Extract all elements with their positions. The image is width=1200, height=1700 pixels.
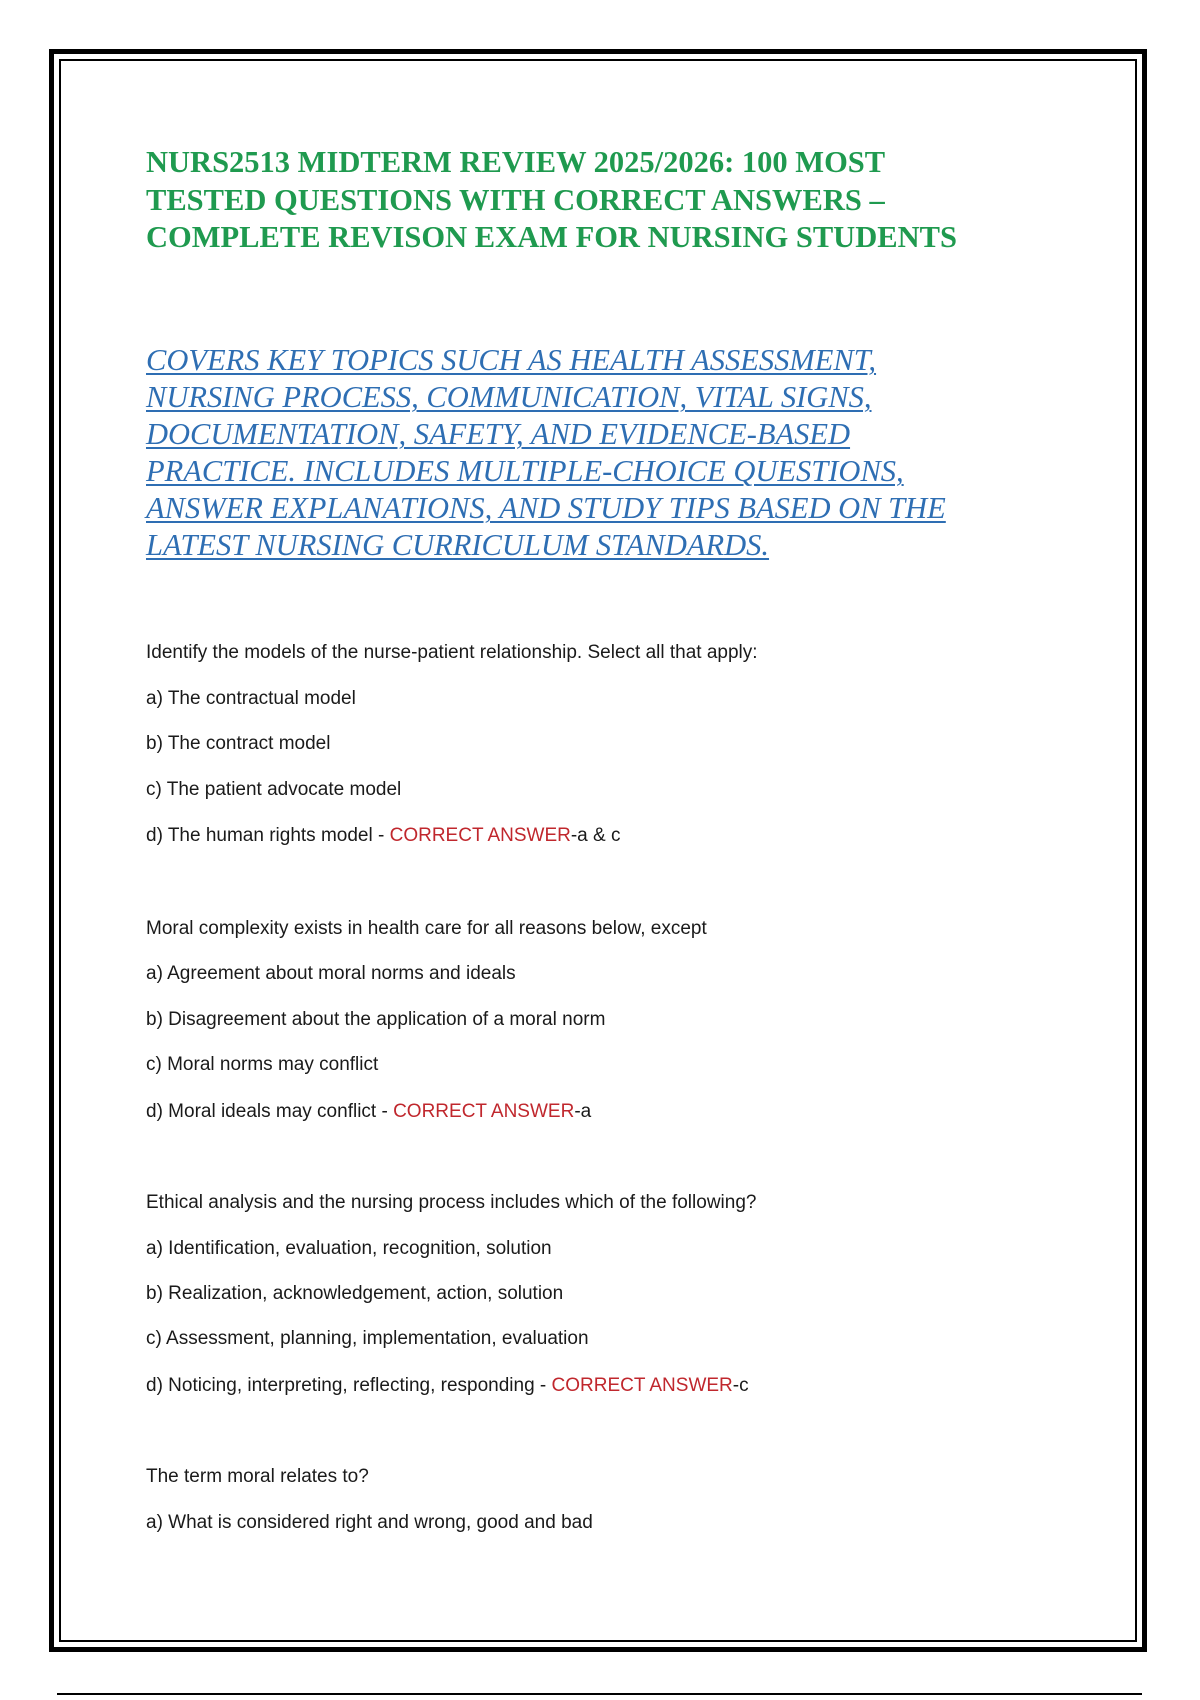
page-border-outer: [49, 49, 1147, 1652]
correct-answer-label: CORRECT ANSWER: [393, 1101, 575, 1122]
page-border-inner: [59, 59, 1137, 1642]
question-2-option-c: c) Moral norms may conflict: [146, 1054, 379, 1075]
question-2-option-d-text: d) Moral ideals may conflict -: [146, 1101, 394, 1122]
question-1-answer: -a & c: [570, 825, 621, 846]
correct-answer-label: CORRECT ANSWER: [389, 825, 571, 846]
question-3-option-c: c) Assessment, planning, implementation, evaluation: [146, 1328, 589, 1349]
question-1-option-c: c) The patient advocate model: [146, 779, 402, 800]
document-subtitle: [146, 342, 1046, 564]
question-4-prompt: The term moral relates to?: [146, 1466, 369, 1487]
subtitle-line-6: LATEST NURSING CURRICULUM STANDARDS.: [146, 528, 770, 562]
title-line-3: COMPLETE REVISON EXAM FOR NURSING STUDENTS: [146, 220, 957, 254]
bottom-rule: [57, 1693, 1142, 1695]
subtitle-line-3: DOCUMENTATION, SAFETY, AND EVIDENCE-BASED: [146, 417, 851, 451]
title-line-1: NURS2513 MIDTERM REVIEW 2025/2026: 100 MOST: [146, 145, 886, 179]
question-2-option-d: [146, 1100, 591, 1124]
question-2-answer: -a: [574, 1101, 592, 1122]
subtitle-line-4: PRACTICE. INCLUDES MULTIPLE-CHOICE QUESTIONS,: [146, 454, 904, 488]
subtitle-line-2: NURSING PROCESS, COMMUNICATION, VITAL SIGNS,: [146, 380, 872, 414]
question-4-option-a: a) What is considered right and wrong, good and bad: [146, 1512, 593, 1533]
subtitle-line-1: COVERS KEY TOPICS SUCH AS HEALTH ASSESSMENT,: [146, 343, 877, 377]
question-2-option-b: b) Disagreement about the application of a moral norm: [146, 1009, 606, 1030]
question-1-option-d-text: d) The human rights model -: [146, 825, 390, 846]
question-2-option-a: a) Agreement about moral norms and ideals: [146, 963, 516, 984]
question-3-prompt: Ethical analysis and the nursing process includes which of the following?: [146, 1192, 757, 1213]
document-title: [146, 144, 1046, 257]
question-3-option-d: [146, 1374, 749, 1398]
question-1-option-a: a) The contractual model: [146, 688, 356, 709]
question-3-option-d-text: d) Noticing, interpreting, reflecting, responding -: [146, 1375, 552, 1396]
question-3-option-a: a) Identification, evaluation, recognition, solution: [146, 1238, 552, 1259]
correct-answer-label: CORRECT ANSWER: [551, 1375, 733, 1396]
title-line-2: TESTED QUESTIONS WITH CORRECT ANSWERS –: [146, 182, 885, 217]
question-1-option-d: [146, 824, 620, 848]
question-1-prompt: Identify the models of the nurse-patient relationship. Select all that apply:: [146, 642, 758, 663]
question-2-prompt: Moral complexity exists in health care for all reasons below, except: [146, 918, 707, 939]
question-1-option-b: b) The contract model: [146, 733, 331, 754]
question-3-option-b: b) Realization, acknowledgement, action, solution: [146, 1283, 564, 1304]
subtitle-line-5: ANSWER EXPLANATIONS, AND STUDY TIPS BASED ON THE: [146, 491, 946, 525]
question-3-answer: -c: [732, 1375, 749, 1396]
